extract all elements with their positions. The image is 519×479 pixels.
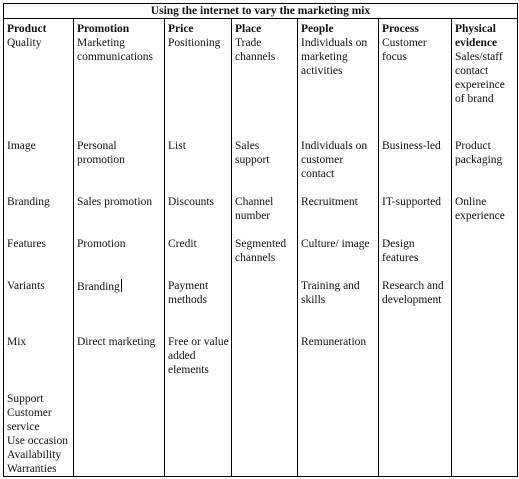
- cell-item: Personal promotion: [77, 140, 125, 166]
- cell-item: Support Customer service Use occasion Availability Warranties: [7, 393, 68, 475]
- cell-item: Features: [7, 238, 46, 250]
- column-process: [379, 19, 452, 477]
- cell-item: Branding: [77, 281, 120, 293]
- column-header: Promotion: [77, 23, 130, 35]
- table-title: Using the internet to vary the marketing mix: [4, 4, 518, 19]
- table-body-row: [4, 19, 518, 477]
- cell-item: Mix: [7, 336, 27, 348]
- column-promotion: [74, 19, 165, 477]
- cell-item: Variants: [7, 280, 45, 292]
- cell-item: Credit: [168, 238, 197, 250]
- marketing-mix-document: [3, 3, 517, 476]
- cell-item: Direct marketing: [77, 336, 156, 348]
- column-header: Process: [382, 23, 419, 35]
- table-title-row: [4, 4, 518, 19]
- cell-item: Product packaging: [455, 140, 503, 166]
- column-header: People: [301, 23, 334, 35]
- cell-item: Quality: [7, 37, 42, 49]
- column-people: [298, 19, 379, 477]
- cell-item: Sales promotion: [77, 196, 153, 208]
- cell-item: Sales/staff contact expereince of brand: [455, 51, 505, 105]
- column-header: Place: [235, 23, 262, 35]
- cell-item: Marketing communications: [77, 37, 154, 63]
- text-cursor: [121, 279, 122, 292]
- column-header: Physical evidence: [455, 23, 498, 49]
- cell-item: Discounts: [168, 196, 214, 208]
- cell-item: Payment methods: [168, 280, 209, 306]
- column-header: Product: [7, 23, 47, 35]
- marketing-mix-table: [3, 3, 518, 477]
- cell-item: Channel number: [235, 196, 274, 222]
- cell-item: Recruitment: [301, 196, 358, 208]
- cell-item: Culture/ image: [301, 238, 370, 250]
- cell-item: Promotion: [77, 238, 126, 250]
- column-place: [232, 19, 298, 477]
- cell-item: Research and development: [382, 280, 444, 306]
- cell-item: IT-supported: [382, 196, 441, 208]
- cell-item: Free or value added elements: [168, 336, 229, 376]
- cell-item: Positioning: [168, 37, 221, 49]
- cell-item: Image: [7, 140, 36, 152]
- cell-item: Online experience: [455, 196, 505, 222]
- cell-item: Training and skills: [301, 280, 360, 306]
- column-physical-evidence: [452, 19, 518, 477]
- column-price: [165, 19, 232, 477]
- cell-item: Business-led: [382, 140, 441, 152]
- cell-item: List: [168, 140, 186, 152]
- column-product: [4, 19, 74, 477]
- column-header: Price: [168, 23, 194, 35]
- cell-item: Remuneration: [301, 336, 367, 348]
- cell-item: Branding: [7, 196, 50, 208]
- cell-item: Segmented channels: [235, 238, 287, 264]
- cell-item: Individuals on customer contact: [301, 140, 368, 180]
- cell-item: Individuals on marketing activities: [301, 37, 368, 77]
- cell-item: Sales support: [235, 140, 270, 166]
- cell-item: Design features: [382, 238, 419, 264]
- cell-item: Trade channels: [235, 37, 276, 63]
- cell-item: Customer focus: [382, 37, 427, 63]
